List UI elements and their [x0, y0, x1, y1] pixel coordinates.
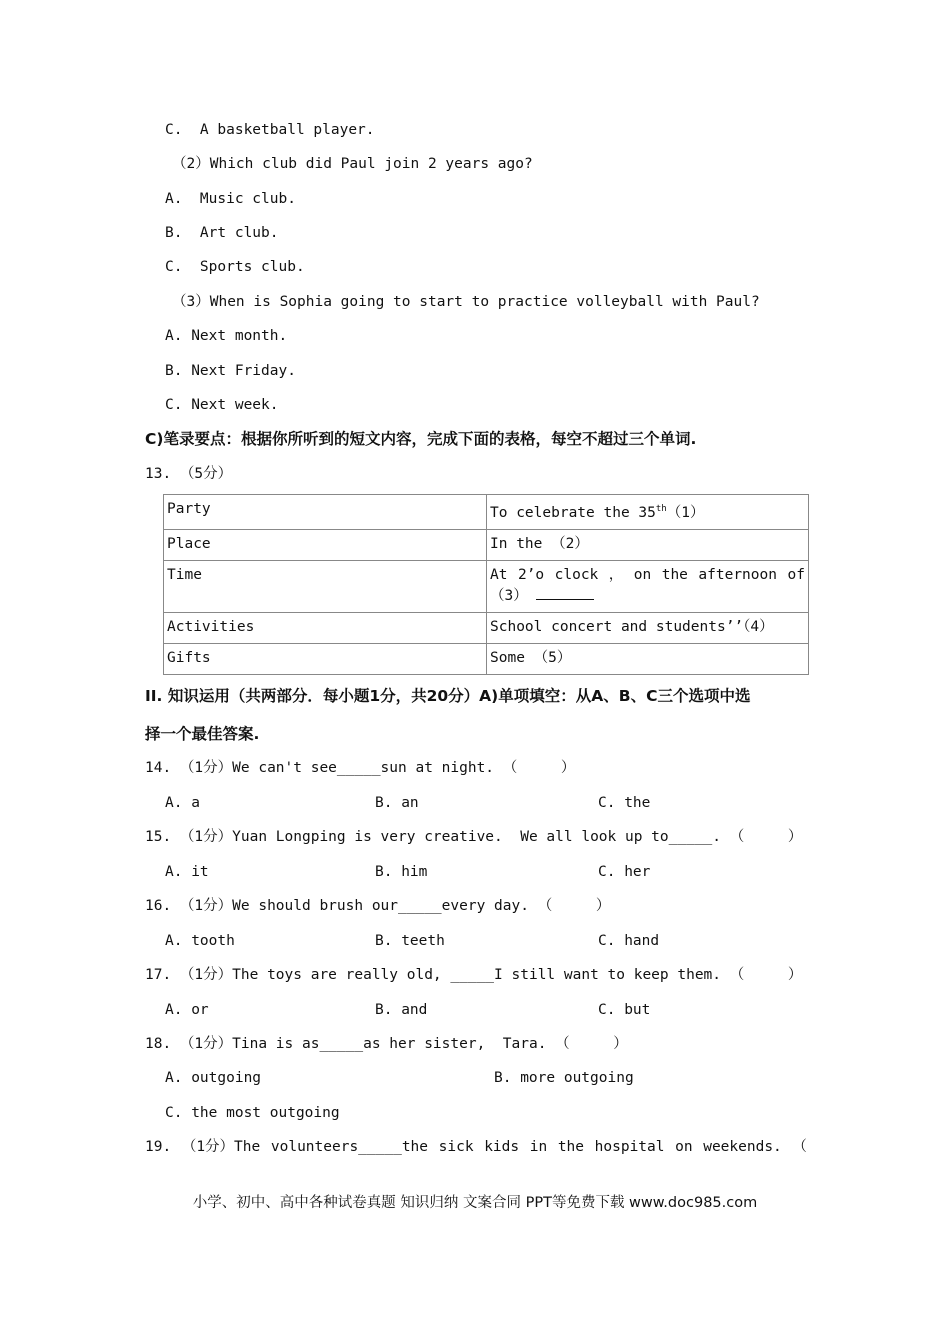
section-ii-heading-2: 择一个最佳答案.: [145, 725, 260, 743]
q17-option-c: C. but: [598, 1002, 651, 1018]
word: the: [557, 1139, 585, 1155]
q12-3-question: （3）When is Sophia going to start to practice volleyball with Paul?: [172, 294, 760, 310]
page-footer: 小学、初中、高中各种试卷真题 知识归纳 文案合同 PPT等免费下载 www.doc985.com: [192, 1195, 758, 1211]
q12-2-option-c: C. Sports club.: [165, 259, 305, 275]
word: afternoon: [698, 566, 777, 583]
q19-stem: [145, 1137, 807, 1157]
answer-blank: [536, 585, 594, 600]
row-content: In the （2）: [487, 529, 809, 560]
q14-option-c: C. the: [598, 795, 651, 811]
row-content: Some （5）: [487, 643, 809, 674]
row-label: Place: [164, 529, 487, 560]
q12-2-question: （2）Which club did Paul join 2 years ago?: [172, 156, 533, 172]
q14-option-a: A. a: [165, 795, 200, 811]
q12-3-option-c: C. Next week.: [165, 397, 279, 413]
table-row: [164, 529, 809, 560]
section-c-heading: C)笔录要点：根据你所听到的短文内容，完成下面的表格，每空不超过三个单词.: [145, 430, 697, 448]
q18-option-c: C. the most outgoing: [165, 1105, 340, 1121]
word: in: [529, 1139, 548, 1155]
q17-option-a: A. or: [165, 1002, 209, 1018]
row-content-text: To celebrate the 35: [490, 504, 656, 521]
word: At: [490, 566, 508, 583]
word: of: [787, 566, 805, 583]
q12-3-option-b: B. Next Friday.: [165, 363, 296, 379]
word: ，: [608, 566, 624, 583]
blank-marker: （3）: [490, 587, 528, 604]
notes-table: [163, 494, 809, 675]
q16-stem: 16. （1分）We should brush our_____every day. （ ）: [145, 898, 611, 914]
row-content: [487, 495, 809, 530]
table-row: [164, 560, 809, 612]
q16-option-c: C. hand: [598, 933, 660, 949]
word: on: [633, 566, 652, 583]
word: volunteers_____the: [270, 1139, 429, 1155]
blank-marker: （1）: [666, 504, 705, 521]
ordinal-suffix: th: [655, 504, 667, 514]
q18-option-b: B. more outgoing: [494, 1070, 634, 1086]
q14-stem: 14. （1分）We can't see_____sun at night. （ ）: [145, 760, 576, 776]
q16-option-b: B. teeth: [375, 933, 445, 949]
q17-stem: 17. （1分）The toys are really old, _____I still want to keep them. （ ）: [145, 967, 803, 983]
q12-1-option-c: C. A basketball player.: [165, 122, 375, 138]
row-content: School concert and students’’（4）: [487, 612, 809, 643]
row-label: Activities: [164, 612, 487, 643]
word: （: [792, 1139, 807, 1155]
q15-stem: 15. （1分）Yuan Longping is very creative. We all look up to_____. （ ）: [145, 829, 803, 845]
word: weekends.: [703, 1139, 782, 1155]
row-label: Gifts: [164, 643, 487, 674]
table-row: [164, 495, 809, 530]
q15-option-b: B. him: [375, 864, 428, 880]
q18-stem: 18. （1分）Tina is as_____as her sister, Tara. （ ）: [145, 1036, 628, 1052]
time-line-1: [490, 565, 805, 585]
q15-option-c: C. her: [598, 864, 651, 880]
word: 2’o: [517, 566, 545, 583]
word: clock: [554, 566, 599, 583]
word: on: [675, 1139, 693, 1155]
word: kids: [484, 1139, 520, 1155]
row-content: [487, 560, 809, 612]
word: （1分）The: [181, 1139, 261, 1155]
word: hospital: [594, 1139, 665, 1155]
table-row: [164, 643, 809, 674]
section-ii-heading-1: II. 知识运用（共两部分．每小题1分，共20分）A)单项填空：从A、B、C三个选项中选: [145, 687, 751, 705]
q14-option-b: B. an: [375, 795, 419, 811]
q15-option-a: A. it: [165, 864, 209, 880]
row-label: Party: [164, 495, 487, 530]
q12-2-option-a: A. Music club.: [165, 191, 296, 207]
q13-label: 13. （5分）: [145, 466, 233, 482]
q17-option-b: B. and: [375, 1002, 428, 1018]
q18-option-a: A. outgoing: [165, 1070, 262, 1086]
q12-3-option-a: A. Next month.: [165, 328, 288, 344]
word: sick: [438, 1139, 474, 1155]
time-line-2: [490, 585, 805, 606]
word: the: [661, 566, 688, 583]
row-label: Time: [164, 560, 487, 612]
q12-2-option-b: B. Art club.: [165, 225, 279, 241]
table-row: [164, 612, 809, 643]
q16-option-a: A. tooth: [165, 933, 235, 949]
word: 19.: [145, 1139, 172, 1155]
